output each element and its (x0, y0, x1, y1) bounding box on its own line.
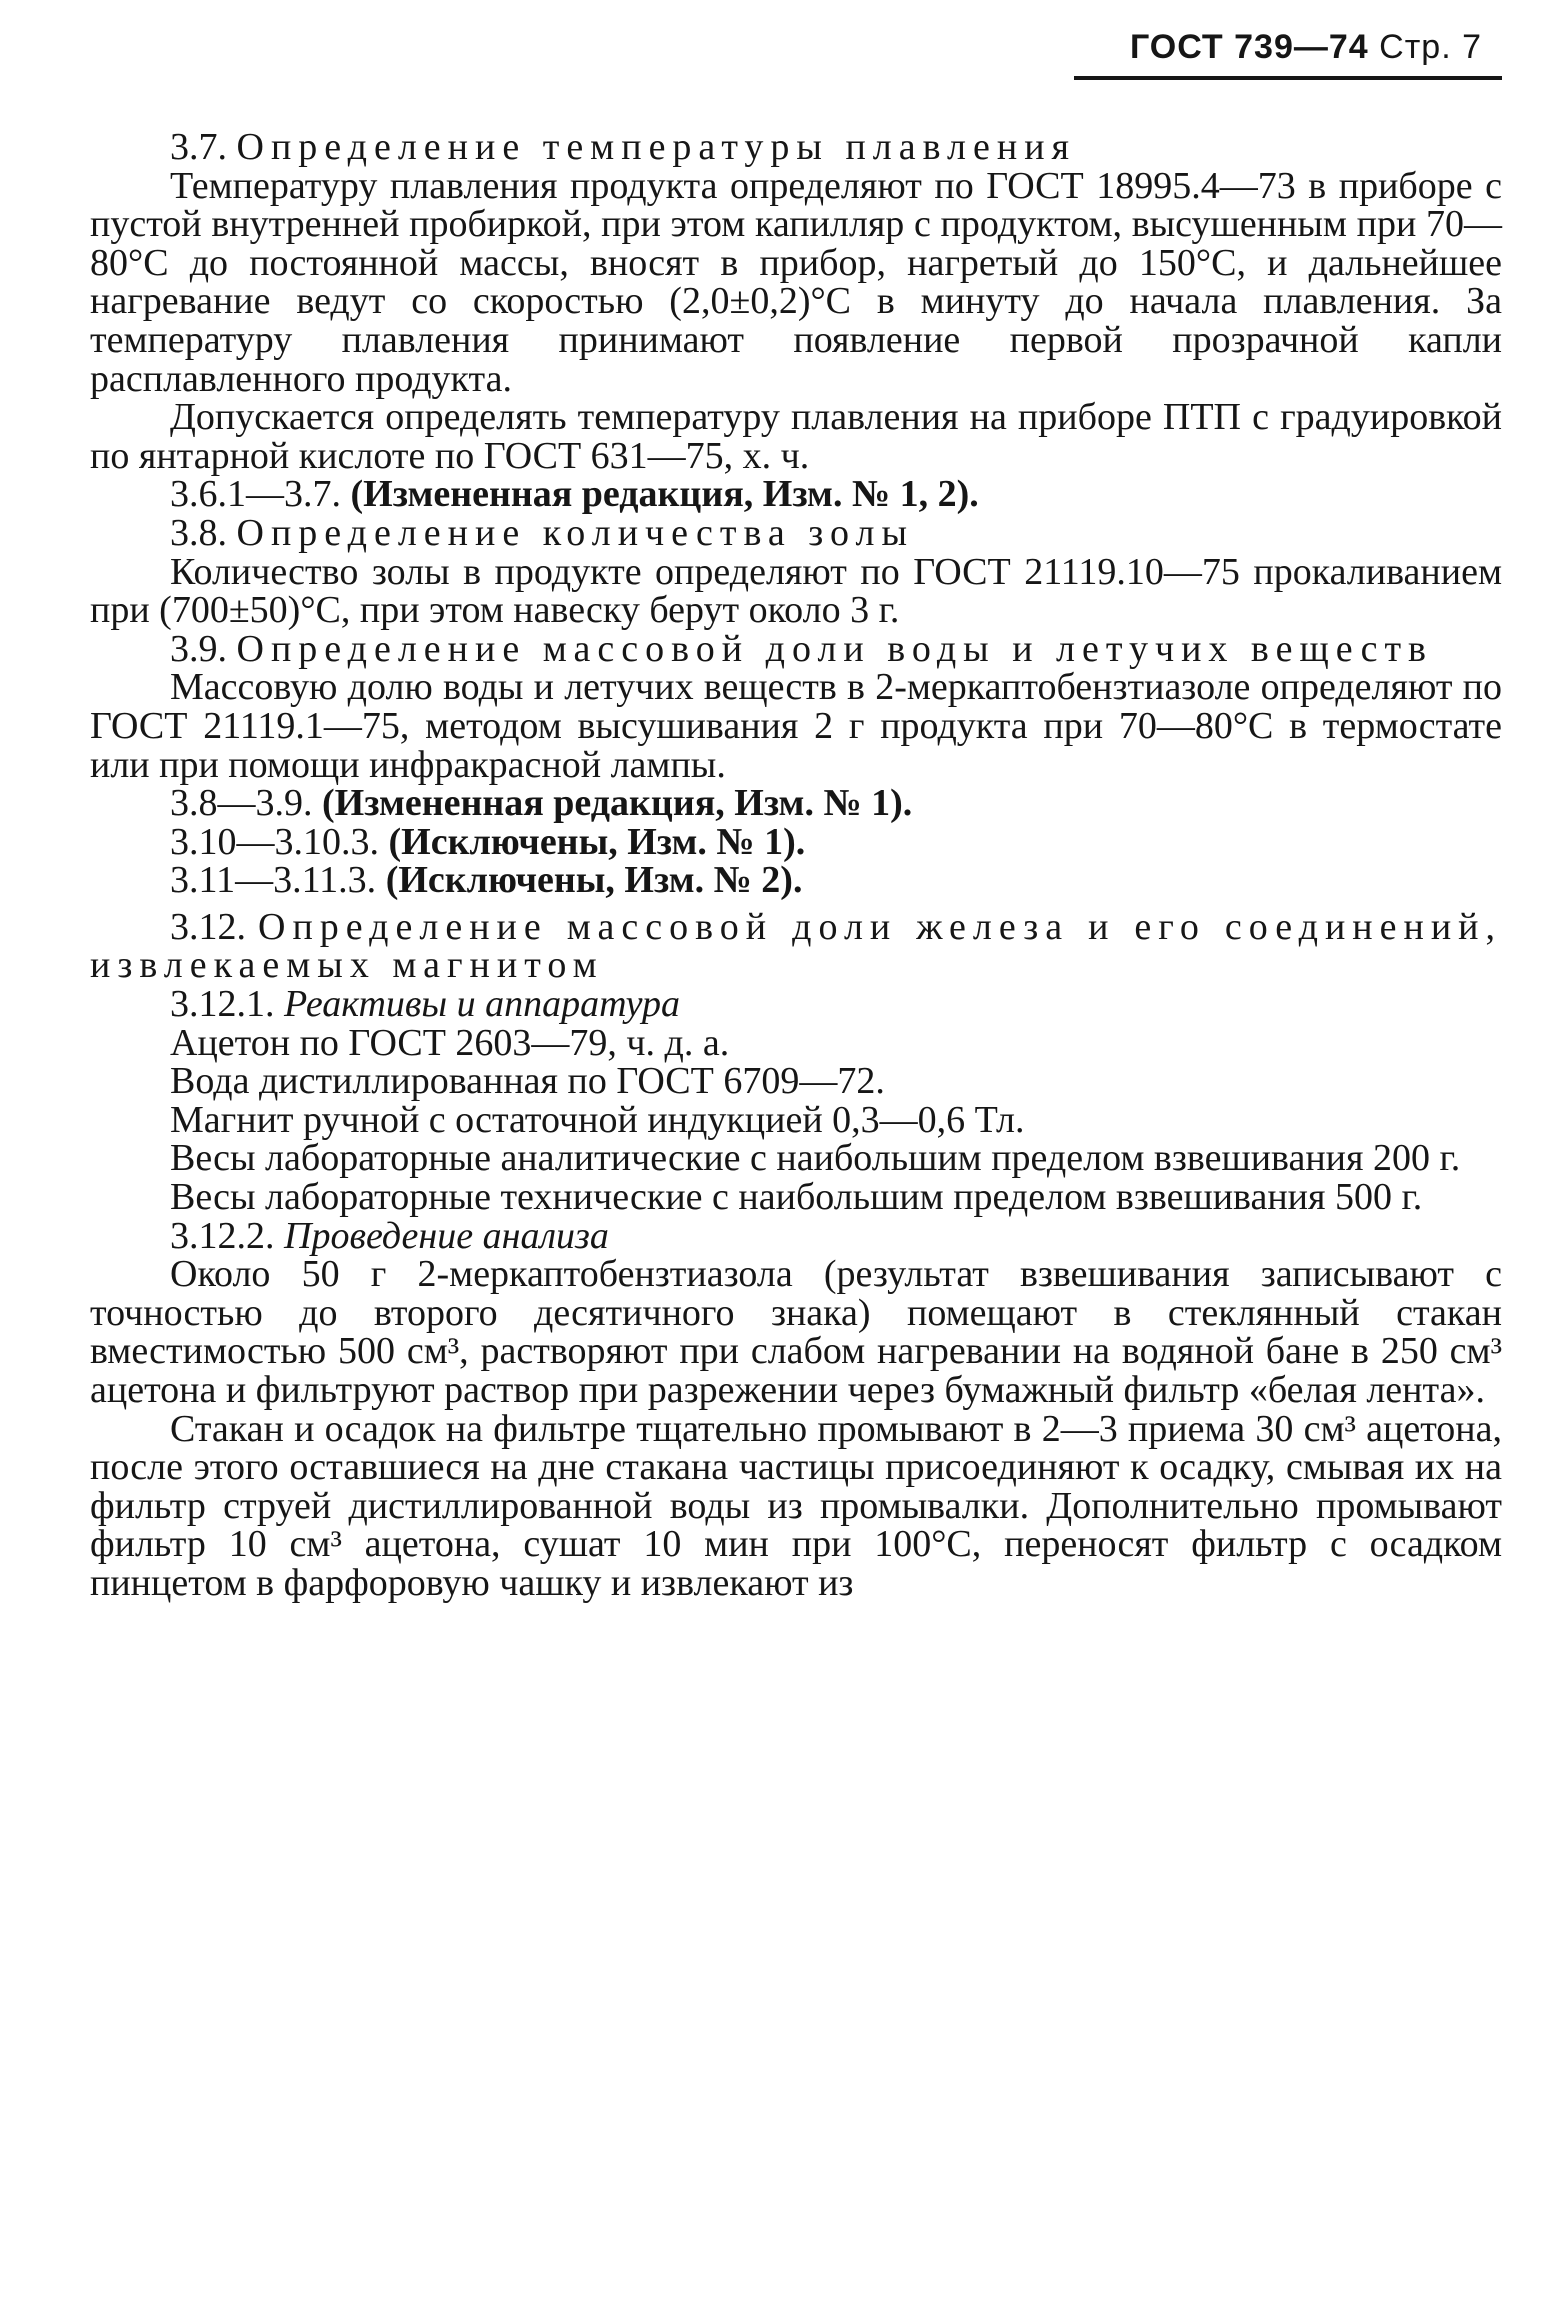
standard-number: ГОСТ 739—74 (1129, 28, 1369, 66)
paragraph: Стакан и осадок на фильтре тщательно промывают в 2—3 приема 30 см³ ацетона, после этого оставшиеся на дне стакана частицы присоединяют к осадку, смывая их на фильтр струей дистиллированной воды из промывалки. Дополнительно промывают фильтр 10 см³ ацетона, сушат 10 мин при 100°C, переносят фильтр с осадком пинцетом в фарфоровую чашку и извлекают из (90, 1407, 1502, 1604)
section-heading: 3.7. Определение температуры плавления (170, 126, 1077, 168)
paragraph: Около 50 г 2-меркаптобензтиазола (результат взвешивания записывают с точностью до второго десятичного знака) помещают в стеклянный стакан вместимостью 500 см³, растворяют при слабом нагревании на водяной бане в 250 см³ ацетона и фильтруют раствор при разрежении через бумажный фильтр «белая лента». (90, 1253, 1502, 1411)
paragraph: Массовую долю воды и летучих веществ в 2-меркаптобензтиазоле определяют по ГОСТ 21119.1—75, методом высушивания 2 г продукта при 70—80°C в термостате или при помощи инфракрасной лампы. (90, 666, 1502, 786)
amendment-note: 3.6.1—3.7. (Измененная редакция, Изм. № 1, 2). (170, 473, 979, 516)
paragraph: Вода дистиллированная по ГОСТ 6709—72. (170, 1060, 885, 1103)
section-heading: 3.12. Определение массовой доли железа и его соединений, извлекаемых магнитом (90, 905, 1502, 987)
document-page (90, 0, 1502, 2315)
paragraph: Температуру плавления продукта определяют по ГОСТ 18995.4—73 в приборе с пустой внутренней пробиркой, при этом капилляр с продуктом, высушенным при 70—80°C до постоянной массы, вносят в прибор, нагретый до 150°C, и дальнейшее нагревание ведут со скоростью (2,0±0,2)°C в минуту до начала плавления. За температуру плавления принимают появление первой прозрачной капли расплавленного продукта. (90, 164, 1502, 400)
subsection-heading: 3.12.2. Проведение анализа (170, 1214, 609, 1257)
paragraph: Магнит ручной с остаточной индукцией 0,3—0,6 Тл. (170, 1098, 1025, 1141)
header-rule (1074, 76, 1502, 80)
page-header (1130, 28, 1482, 67)
paragraph: Весы лабораторные технические с наибольшим пределом взвешивания 500 г. (170, 1176, 1423, 1219)
amendment-note: 3.11—3.11.3. (Исключены, Изм. № 2). (170, 859, 803, 902)
paragraph: Допускается определять температуру плавления на приборе ПТП с градуировкой по янтарной кислоте по ГОСТ 631—75, х. ч. (90, 396, 1502, 477)
subsection-heading: 3.12.1. Реактивы и аппаратура (170, 983, 681, 1026)
paragraph: Весы лабораторные аналитические с наибольшим пределом взвешивания 200 г. (170, 1137, 1461, 1180)
page-number: Стр. 7 (1379, 28, 1482, 66)
amendment-note: 3.8—3.9. (Измененная редакция, Изм. № 1). (170, 782, 913, 825)
paragraph: Количество золы в продукте определяют по ГОСТ 21119.10—75 прокаливанием при (700±50)°C, при этом навеску берут около 3 г. (90, 550, 1502, 632)
document-body (90, 128, 1502, 1603)
paragraph: Ацетон по ГОСТ 2603—79, ч. д. а. (170, 1021, 730, 1064)
section-heading: 3.8. Определение количества золы (170, 511, 915, 554)
section-heading: 3.9. Определение массовой доли воды и летучих веществ (170, 627, 1433, 670)
amendment-note: 3.10—3.10.3. (Исключены, Изм. № 1). (170, 820, 806, 863)
